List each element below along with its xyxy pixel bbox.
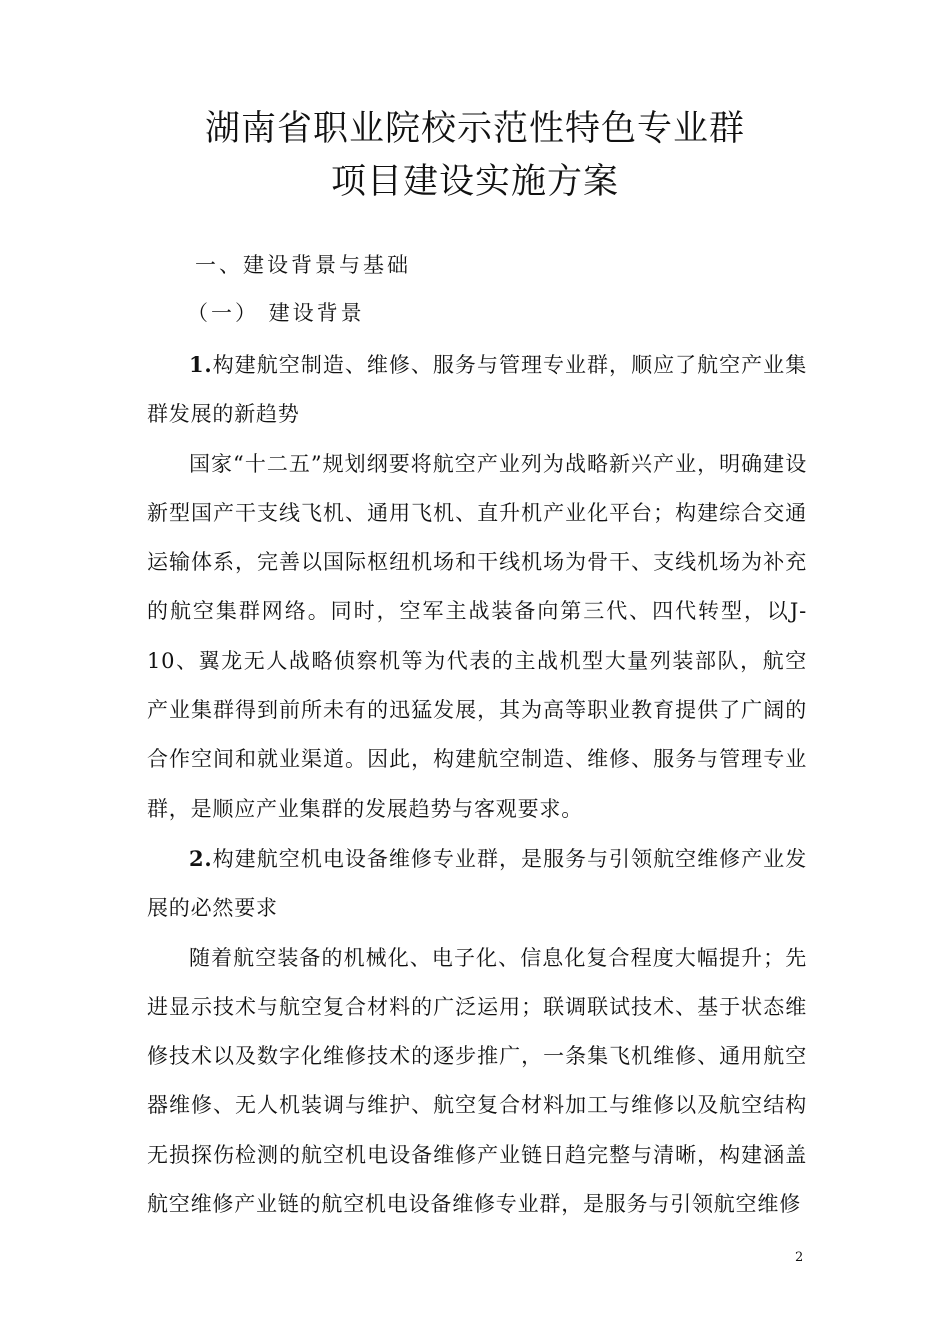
- paragraph-1-number: 1.: [189, 352, 213, 377]
- paragraph-2: [147, 440, 807, 834]
- page-number: 2: [795, 1250, 804, 1265]
- paragraph-3-text: 构建航空机电设备维修专业群，是服务与引领航空维修产业发展的必然要求: [147, 846, 807, 921]
- paragraph-1-text: 构建航空制造、维修、服务与管理专业群，顺应了航空产业集群发展的新趋势: [147, 353, 807, 427]
- document-title-line1: 湖南省职业院校示范性特色专业群: [204, 109, 745, 149]
- paragraph-2-text: 国家“十二五”规划纲要将航空产业列为战略新兴产业，明确建设新型国产干支线飞机、通用飞机、直升机产业化平台；构建综合交通运输体系，完善以国际枢纽机场和干线机场为骨干、支线机场为补充的航空集群网络。同时，空军主战装备向第三代、四代转型，以J-10、翼龙无人战略侦察机等为代表的主战机型大量列装部队，航空产业集群得到前所未有的迅猛发展，其为高等职业教育提供了广阔的合作空间和就业渠道。因此，构建航空制造、维修、服务与管理专业群，是顺应产业集群的发展趋势与客观要求。: [147, 451, 807, 821]
- paragraph-1: [147, 340, 807, 440]
- paragraph-4: [147, 934, 807, 1230]
- section-heading: 一、建设背景与基础: [195, 253, 411, 277]
- paragraph-4-text: 随着航空装备的机械化、电子化、信息化复合程度大幅提升；先进显示技术与航空复合材料的广泛运用；联调联试技术、基于状态维修技术以及数字化维修技术的逐步推广，一条集飞机维修、通用航空器维修、无人机装调与维护、航空复合材料加工与维修以及航空结构无损探伤检测的航空机电设备维修产业链日趋完整与清晰，构建涵盖航空维修产业链的航空机电设备维修专业群，是服务与引领航空维修: [147, 945, 807, 1217]
- document-body: [147, 340, 807, 1229]
- paragraph-3: [147, 834, 807, 934]
- document-title-line2: 项目建设实施方案: [330, 162, 619, 202]
- subsection-heading: （一） 建设背景: [187, 301, 365, 325]
- paragraph-3-number: 2.: [189, 845, 213, 871]
